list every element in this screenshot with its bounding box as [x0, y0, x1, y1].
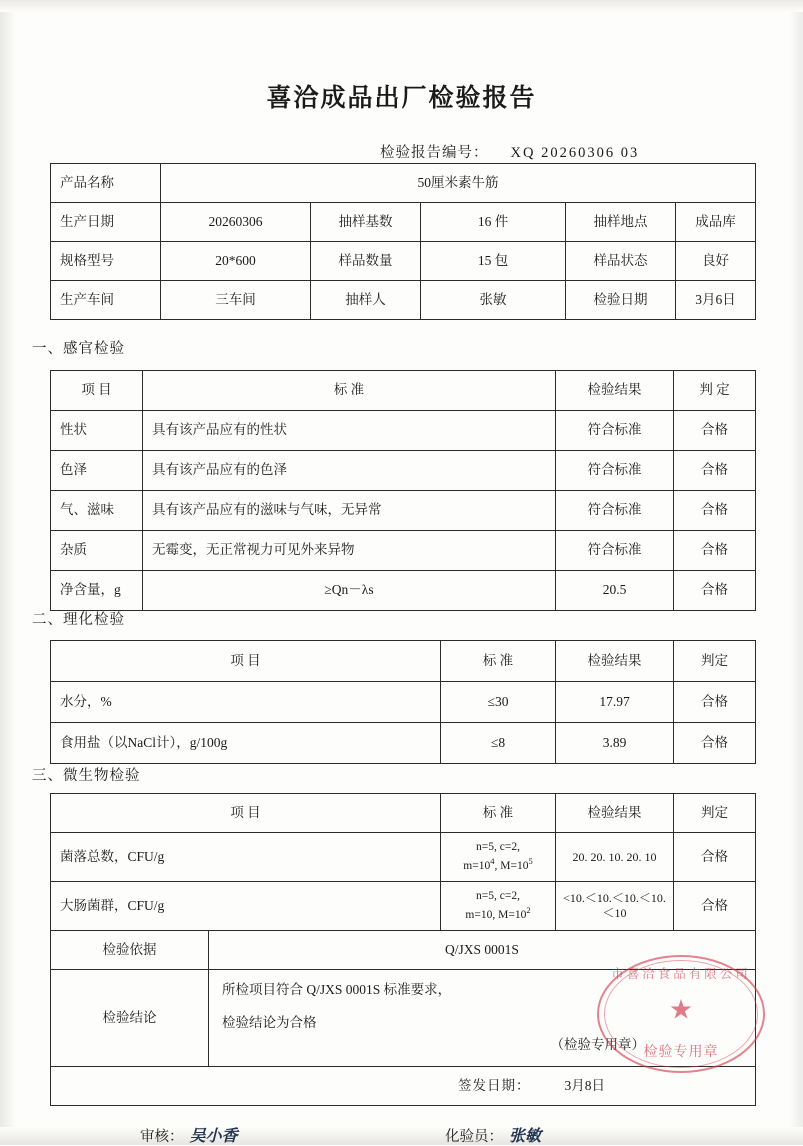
cell-sample-state-label: 样品状态: [566, 242, 676, 281]
audit-label: 审核：: [140, 1129, 184, 1145]
table-row: [51, 1067, 756, 1106]
sensory-item: 气、滋味: [51, 491, 143, 531]
sensory-result: 符合标准: [556, 491, 674, 531]
micro-standard-line2b: , M=10: [492, 908, 527, 921]
lab-signature-block: [445, 1123, 541, 1146]
phys-standard: ≤8: [441, 723, 556, 764]
sensory-header-result: 检验结果: [556, 371, 674, 411]
table-row: [51, 242, 756, 281]
phys-item: 水分，%: [51, 682, 441, 723]
cell-sampler-value: 张敏: [421, 281, 566, 320]
audit-signature: 吴小香: [189, 1126, 238, 1145]
micro-standard-sup2: 5: [528, 855, 533, 866]
sensory-standard: 无霉变，无正常视力可见外来异物: [143, 531, 556, 571]
table-row: [51, 571, 756, 611]
cell-product-name-label: 产品名称: [51, 164, 161, 203]
table-row: [51, 491, 756, 531]
inspection-conclusion-value: [209, 970, 756, 1067]
cell-spec-model-label: 规格型号: [51, 242, 161, 281]
star-icon: ★: [668, 994, 694, 1025]
microbiological-inspection-table: [50, 793, 756, 1106]
sensory-header-item: 项 目: [51, 371, 143, 411]
table-row: [51, 882, 756, 931]
cell-workshop-label: 生产车间: [51, 281, 161, 320]
micro-standard-line1: n=5, c=2,: [476, 841, 520, 854]
sensory-item: 性状: [51, 411, 143, 451]
conclusion-line-2: 检验结论为合格: [222, 1014, 317, 1030]
sensory-inspection-table: [50, 370, 756, 611]
cell-production-date-value: 20260306: [161, 203, 311, 242]
micro-standard-sup1: 4: [490, 855, 495, 866]
micro-header-verdict: 判定: [674, 794, 756, 833]
scan-edge-left: [0, 0, 16, 1145]
micro-standard-line2a: m=10: [463, 859, 491, 872]
table-row: [51, 833, 756, 882]
sign-date-row: [51, 1067, 756, 1106]
micro-standard-sup2: 2: [526, 904, 531, 915]
lab-signature: 张敏: [509, 1126, 542, 1145]
micro-item: 大肠菌群，CFU/g: [51, 882, 441, 931]
table-row: [51, 931, 756, 970]
physicochemical-inspection-table: [50, 640, 756, 764]
table-row: [51, 723, 756, 764]
micro-standard: [441, 833, 556, 882]
table-header-row: [51, 641, 756, 682]
cell-sampling-base-value: 16 件: [421, 203, 566, 242]
micro-standard: [441, 882, 556, 931]
table-row: [51, 451, 756, 491]
cell-sample-qty-label: 样品数量: [311, 242, 421, 281]
cell-sampling-place-value: 成品库: [676, 203, 756, 242]
scan-edge-top: [0, 0, 803, 12]
page-title: 喜洽成品出厂检验报告: [266, 83, 537, 112]
scan-edge-bottom: [0, 1127, 803, 1145]
cell-sampler-label: 抽样人: [311, 281, 421, 320]
table-row: [51, 281, 756, 320]
stamp-note: （检验专用章）: [550, 1037, 645, 1053]
table-row: [51, 682, 756, 723]
phys-standard: ≤30: [441, 682, 556, 723]
phys-verdict: 合格: [674, 723, 756, 764]
sensory-verdict: 合格: [674, 411, 756, 451]
sensory-result: 符合标准: [556, 451, 674, 491]
report-number-label: 检验报告编号：: [380, 145, 489, 161]
seal-company-text: 市喜洽食品有限公司: [611, 967, 751, 981]
lab-label: 化验员：: [445, 1129, 503, 1145]
cell-sampling-place-label: 抽样地点: [566, 203, 676, 242]
sensory-verdict: 合格: [674, 531, 756, 571]
sensory-item: 色泽: [51, 451, 143, 491]
audit-signature-block: [140, 1123, 238, 1146]
section-caption-micro: 三、微生物检验: [32, 768, 141, 784]
micro-standard-line2b: , M=10: [494, 859, 529, 872]
cell-spec-model-value: 20*600: [161, 242, 311, 281]
inspection-basis-label: 检验依据: [51, 931, 209, 970]
sensory-result: 符合标准: [556, 531, 674, 571]
micro-item: 菌落总数，CFU/g: [51, 833, 441, 882]
cell-sampling-base-label: 抽样基数: [311, 203, 421, 242]
micro-result: <10.＜10.＜10.＜10.＜10: [556, 882, 674, 931]
cell-product-name-value: 50厘米素牛筋: [161, 164, 756, 203]
table-row: [51, 164, 756, 203]
table-row: [51, 531, 756, 571]
section-caption-sensory: 一、感官检验: [32, 341, 125, 357]
sign-date-label: 签发日期：: [458, 1077, 531, 1093]
micro-header-item: 项 目: [51, 794, 441, 833]
phys-verdict: 合格: [674, 682, 756, 723]
section-caption-physchem: 二、理化检验: [32, 612, 125, 628]
sensory-verdict: 合格: [674, 491, 756, 531]
phys-header-result: 检验结果: [556, 641, 674, 682]
phys-result: 3.89: [556, 723, 674, 764]
sensory-result: 符合标准: [556, 411, 674, 451]
table-row: [51, 203, 756, 242]
micro-standard-line2a: m=10: [465, 908, 493, 921]
sensory-standard: ≥Qn－λs: [143, 571, 556, 611]
sensory-header-verdict: 判 定: [674, 371, 756, 411]
sensory-standard: 具有该产品应有的色泽: [143, 451, 556, 491]
sensory-verdict: 合格: [674, 451, 756, 491]
table-row: [51, 970, 756, 1067]
report-number-value: XQ 20260306 03: [510, 145, 640, 161]
cell-inspect-date-value: 3月6日: [676, 281, 756, 320]
sensory-result: 20.5: [556, 571, 674, 611]
micro-standard-line1: n=5, c=2,: [476, 890, 520, 903]
sensory-header-standard: 标 准: [143, 371, 556, 411]
sign-date-value: 3月8日: [564, 1077, 605, 1093]
cell-sample-qty-value: 15 包: [421, 242, 566, 281]
phys-header-verdict: 判定: [674, 641, 756, 682]
header-info-table: [50, 163, 756, 320]
table-header-row: [51, 371, 756, 411]
sensory-verdict: 合格: [674, 571, 756, 611]
micro-verdict: 合格: [674, 833, 756, 882]
phys-result: 17.97: [556, 682, 674, 723]
scan-edge-right: [789, 0, 803, 1145]
micro-header-result: 检验结果: [556, 794, 674, 833]
cell-sample-state-value: 良好: [676, 242, 756, 281]
micro-result: 20. 20. 10. 20. 10: [556, 833, 674, 882]
conclusion-line-1: 所检项目符合 Q/JXS 0001S 标准要求，: [222, 982, 452, 997]
micro-header-standard: 标 准: [441, 794, 556, 833]
sensory-item: 净含量，g: [51, 571, 143, 611]
inspection-conclusion-label: 检验结论: [51, 970, 209, 1067]
sensory-standard: 具有该产品应有的滋味与气味，无异常: [143, 491, 556, 531]
seal-bottom-text: 检验专用章: [643, 1045, 719, 1060]
report-number: [380, 141, 639, 162]
cell-workshop-value: 三车间: [161, 281, 311, 320]
inspection-basis-value: Q/JXS 0001S: [209, 931, 756, 970]
micro-verdict: 合格: [674, 882, 756, 931]
sensory-item: 杂质: [51, 531, 143, 571]
sensory-standard: 具有该产品应有的性状: [143, 411, 556, 451]
cell-inspect-date-label: 检验日期: [566, 281, 676, 320]
table-row: [51, 411, 756, 451]
cell-production-date-label: 生产日期: [51, 203, 161, 242]
phys-item: 食用盐（以NaCl计），g/100g: [51, 723, 441, 764]
table-header-row: [51, 794, 756, 833]
phys-header-item: 项 目: [51, 641, 441, 682]
phys-header-standard: 标 准: [441, 641, 556, 682]
